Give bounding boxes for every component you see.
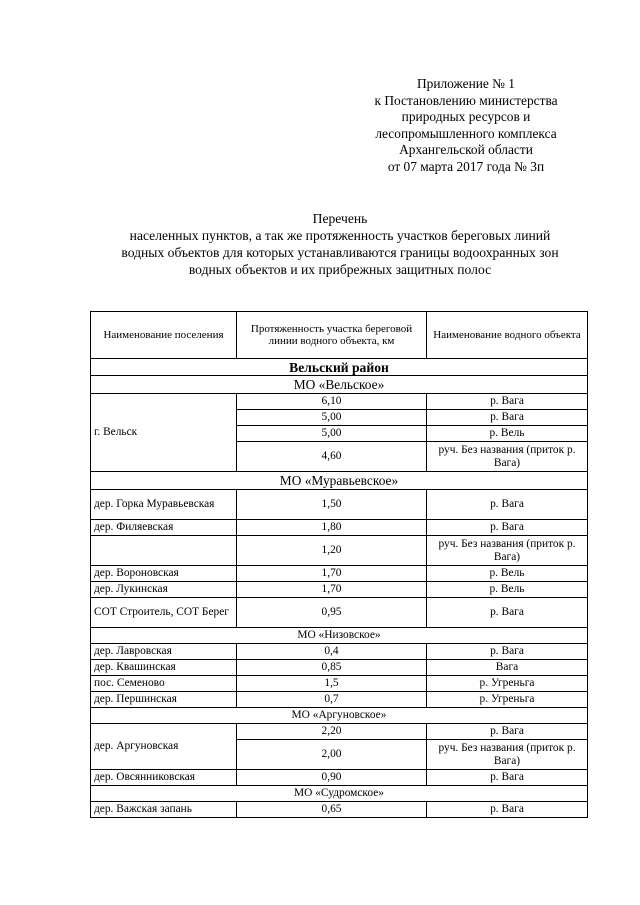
water-cell: р. Вага [427, 394, 588, 410]
length-cell: 2,00 [237, 740, 427, 770]
water-cell: Вага [427, 660, 588, 676]
water-cell: р. Вага [427, 644, 588, 660]
table-row [91, 770, 588, 786]
water-cell: руч. Без названия (приток р. Вага) [427, 536, 588, 566]
length-cell: 1,20 [237, 536, 427, 566]
water-cell: р. Вага [427, 490, 588, 520]
water-cell: р. Вель [427, 582, 588, 598]
mo-name: МО «Муравьевское» [91, 472, 588, 490]
appendix-line: природных ресурсов и [401, 109, 531, 125]
settlement-cell: дер. Лукинская [91, 582, 237, 598]
table-row [91, 536, 588, 566]
table-row [91, 490, 588, 520]
settlement-cell: дер. Филяевская [91, 520, 237, 536]
appendix-line: от 07 марта 2017 года № 3п [387, 158, 545, 174]
settlement-cell [91, 536, 237, 566]
header-settlement: Наименование поселения [91, 312, 237, 359]
mo-row [91, 376, 588, 394]
table-header-row [91, 312, 588, 359]
water-cell: р. Вага [427, 724, 588, 740]
water-cell: р. Вель [427, 426, 588, 442]
water-cell: р. Вага [427, 770, 588, 786]
table-row [91, 566, 588, 582]
water-cell: руч. Без названия (приток р. Вага) [427, 740, 588, 770]
heading-line: водных объектов для которых устанавливаются границы водоохранных зон [121, 245, 559, 260]
settlement-cell: дер. Овсянниковская [91, 770, 237, 786]
water-cell: р. Вага [427, 598, 588, 628]
appendix-line: Приложение № 1 [416, 76, 516, 91]
appendix-reference [330, 76, 602, 176]
table-row [91, 394, 588, 410]
table-row [91, 644, 588, 660]
water-cell: р. Угреньга [427, 692, 588, 708]
heading-title: Перечень [312, 211, 368, 226]
length-cell: 0,85 [237, 660, 427, 676]
settlement-cell: дер. Лавровская [91, 644, 237, 660]
heading-line: водных объектов и их прибрежных защитных полос [188, 262, 492, 277]
mo-name: МО «Низовское» [91, 628, 588, 644]
length-cell: 0,90 [237, 770, 427, 786]
heading-line: населенных пунктов, а так же протяженность участков береговых линий [129, 228, 551, 243]
length-cell: 0,95 [237, 598, 427, 628]
table-row [91, 692, 588, 708]
settlement-cell: дер. Квашинская [91, 660, 237, 676]
settlement-cell: дер. Вороновская [91, 566, 237, 582]
water-cell: р. Угреньга [427, 676, 588, 692]
length-cell: 5,00 [237, 410, 427, 426]
water-cell: р. Вага [427, 520, 588, 536]
length-cell: 0,7 [237, 692, 427, 708]
mo-name: МО «Вельское» [91, 376, 588, 394]
length-cell: 2,20 [237, 724, 427, 740]
length-cell: 4,60 [237, 442, 427, 472]
settlement-cell: пос. Семеново [91, 676, 237, 692]
table-row [91, 724, 588, 740]
length-cell: 6,10 [237, 394, 427, 410]
length-cell: 1,50 [237, 490, 427, 520]
length-cell: 5,00 [237, 426, 427, 442]
appendix-line: к Постановлению министерства [374, 92, 558, 108]
length-cell: 1,5 [237, 676, 427, 692]
appendix-line: Архангельской области [399, 142, 533, 158]
table-row [91, 598, 588, 628]
table-row [91, 582, 588, 598]
table-row [91, 802, 588, 818]
table-row [91, 660, 588, 676]
length-cell: 0,65 [237, 802, 427, 818]
water-cell: р. Вага [427, 410, 588, 426]
settlement-cell: г. Вельск [91, 394, 237, 472]
header-length: Протяженность участка береговой линии водного объекта, км [237, 312, 427, 359]
settlements-table [90, 311, 588, 818]
length-cell: 1,80 [237, 520, 427, 536]
length-cell: 0,4 [237, 644, 427, 660]
table-row [91, 676, 588, 692]
appendix-line: лесопромышленного комплекса [375, 125, 557, 141]
region-row [91, 359, 588, 376]
water-cell: руч. Без названия (приток р. Вага) [427, 442, 588, 472]
mo-name: МО «Судромское» [91, 786, 588, 802]
document-heading [80, 210, 600, 278]
table-row [91, 520, 588, 536]
settlement-cell: дер. Першинская [91, 692, 237, 708]
settlement-cell: СОТ Строитель, СОТ Берег [91, 598, 237, 628]
mo-row [91, 472, 588, 490]
mo-row [91, 708, 588, 724]
water-cell: р. Вель [427, 566, 588, 582]
mo-name: МО «Аргуновское» [91, 708, 588, 724]
header-water-body: Наименование водного объекта [427, 312, 588, 359]
mo-row [91, 786, 588, 802]
length-cell: 1,70 [237, 582, 427, 598]
region-name: Вельский район [91, 359, 588, 376]
settlement-cell: дер. Горка Муравьевская [91, 490, 237, 520]
water-cell: р. Вага [427, 802, 588, 818]
settlement-cell: дер. Важская запань [91, 802, 237, 818]
settlement-cell: дер. Аргуновская [91, 724, 237, 770]
mo-row [91, 628, 588, 644]
length-cell: 1,70 [237, 566, 427, 582]
